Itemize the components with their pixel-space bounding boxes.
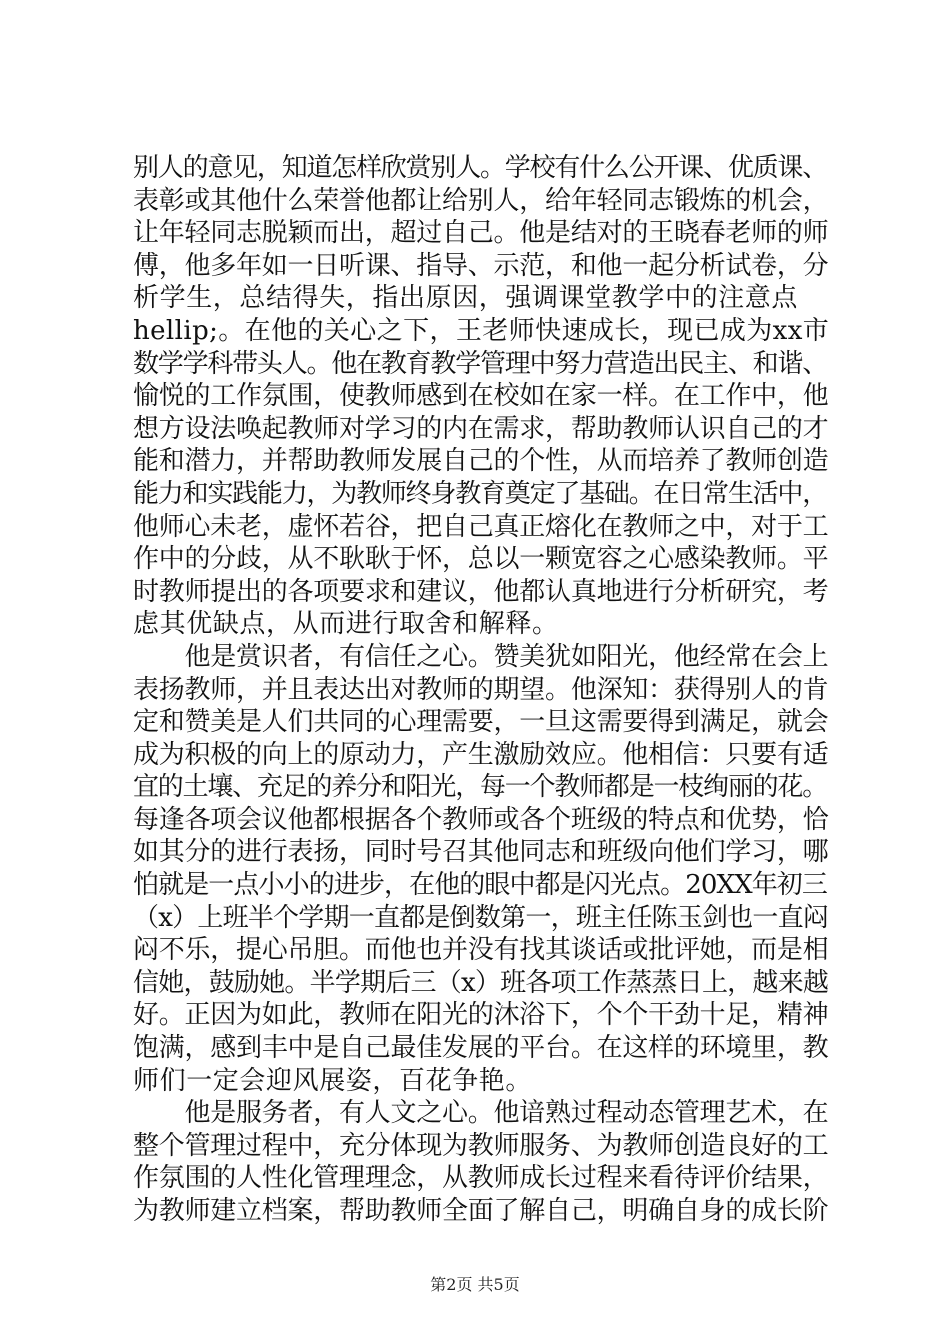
- text-line: 作中的分歧，从不耿耿于怀，总以一颗宽容之心感染教师。平: [133, 544, 829, 575]
- text-line: 析学生，总结得失，指出原因，强调课堂教学中的注意点: [133, 283, 799, 314]
- text-line: 想方设法唤起教师对学习的内在需求，帮助教师认识自己的才: [133, 413, 829, 444]
- text-line: 表彰或其他什么荣誉他都让给别人，给年轻同志锻炼的机会，: [133, 185, 829, 216]
- text-line: 师们一定会迎风展姿，百花争艳。: [133, 1065, 533, 1096]
- text-line: 作氛围的人性化管理理念，从教师成长过程来看待评价结果，: [133, 1163, 829, 1194]
- text-line: 闷不乐，提心吊胆。而他也并没有找其谈话或批评她，而是相: [133, 935, 829, 966]
- text-line: 时教师提出的各项要求和建议，他都认真地进行分析研究，考: [133, 576, 829, 607]
- text-line: 表扬教师，并且表达出对教师的期望。他深知：获得别人的肯: [133, 674, 829, 705]
- text-line: 他是赏识者，有信任之心。赞美犹如阳光，他经常在会上: [133, 641, 829, 672]
- text-line: 让年轻同志脱颖而出，超过自己。他是结对的王晓春老师的师: [133, 218, 829, 249]
- text-line: 他是服务者，有人文之心。他谙熟过程动态管理艺术，在: [133, 1098, 829, 1129]
- text-line: 傅，他多年如一日听课、指导、示范，和他一起分析试卷，分: [133, 250, 829, 281]
- text-line: 定和赞美是人们共同的心理需要，一旦这需要得到满足，就会: [133, 707, 829, 738]
- text-line: 愉悦的工作氛围，使教师感到在校如在家一样。在工作中，他: [133, 381, 829, 412]
- text-line: 信她，鼓励她。半学期后三（x）班各项工作蒸蒸日上，越来越: [133, 967, 829, 998]
- text-line: 每逢各项会议他都根据各个教师或各个班级的特点和优势，恰: [133, 804, 829, 835]
- text-line: 宜的土壤、充足的养分和阳光，每一个教师都是一枝绚丽的花。: [133, 772, 827, 803]
- text-line: 整个管理过程中，充分体现为教师服务、为教师创造良好的工: [133, 1130, 829, 1161]
- text-line: （x）上班半个学期一直都是倒数第一，班主任陈玉剑也一直闷: [133, 902, 829, 933]
- text-line: 怕就是一点小小的进步，在他的眼中都是闪光点。20XX年初三: [133, 870, 828, 901]
- page-footer: 第2页 共5页: [430, 1275, 520, 1294]
- text-line: 数学学科带头人。他在教育教学管理中努力营造出民主、和谐、: [133, 348, 827, 379]
- text-line: 别人的意见，知道怎样欣赏别人。学校有什么公开课、优质课、: [133, 153, 827, 183]
- text-line: 如其分的进行表扬，同时号召其他同志和班级向他们学习，哪: [133, 837, 829, 868]
- text-line: 好。正因为如此，教师在阳光的沐浴下，个个干劲十足，精神: [133, 1000, 829, 1031]
- text-line: 饱满，感到丰中是自己最佳发展的平台。在这样的环境里，教: [133, 1033, 829, 1064]
- text-line: 能力和实践能力，为教师终身教育奠定了基础。在日常生活中，: [133, 478, 827, 509]
- text-line: 他师心未老，虚怀若谷，把自己真正熔化在教师之中，对于工: [133, 511, 829, 542]
- text-line: 成为积极的向上的原动力，产生激励效应。他相信：只要有适: [133, 739, 829, 770]
- text-line: 为教师建立档案，帮助教师全面了解自己，明确自身的成长阶: [133, 1196, 829, 1226]
- text-line: 虑其优缺点，从而进行取舍和解释。: [133, 609, 559, 640]
- text-line: 能和潜力，并帮助教师发展自己的个性，从而培养了教师创造: [133, 446, 829, 477]
- document-body: [133, 152, 829, 1228]
- text-line: hellip;。在他的关心之下，王老师快速成长，现已成为xx市: [133, 315, 830, 346]
